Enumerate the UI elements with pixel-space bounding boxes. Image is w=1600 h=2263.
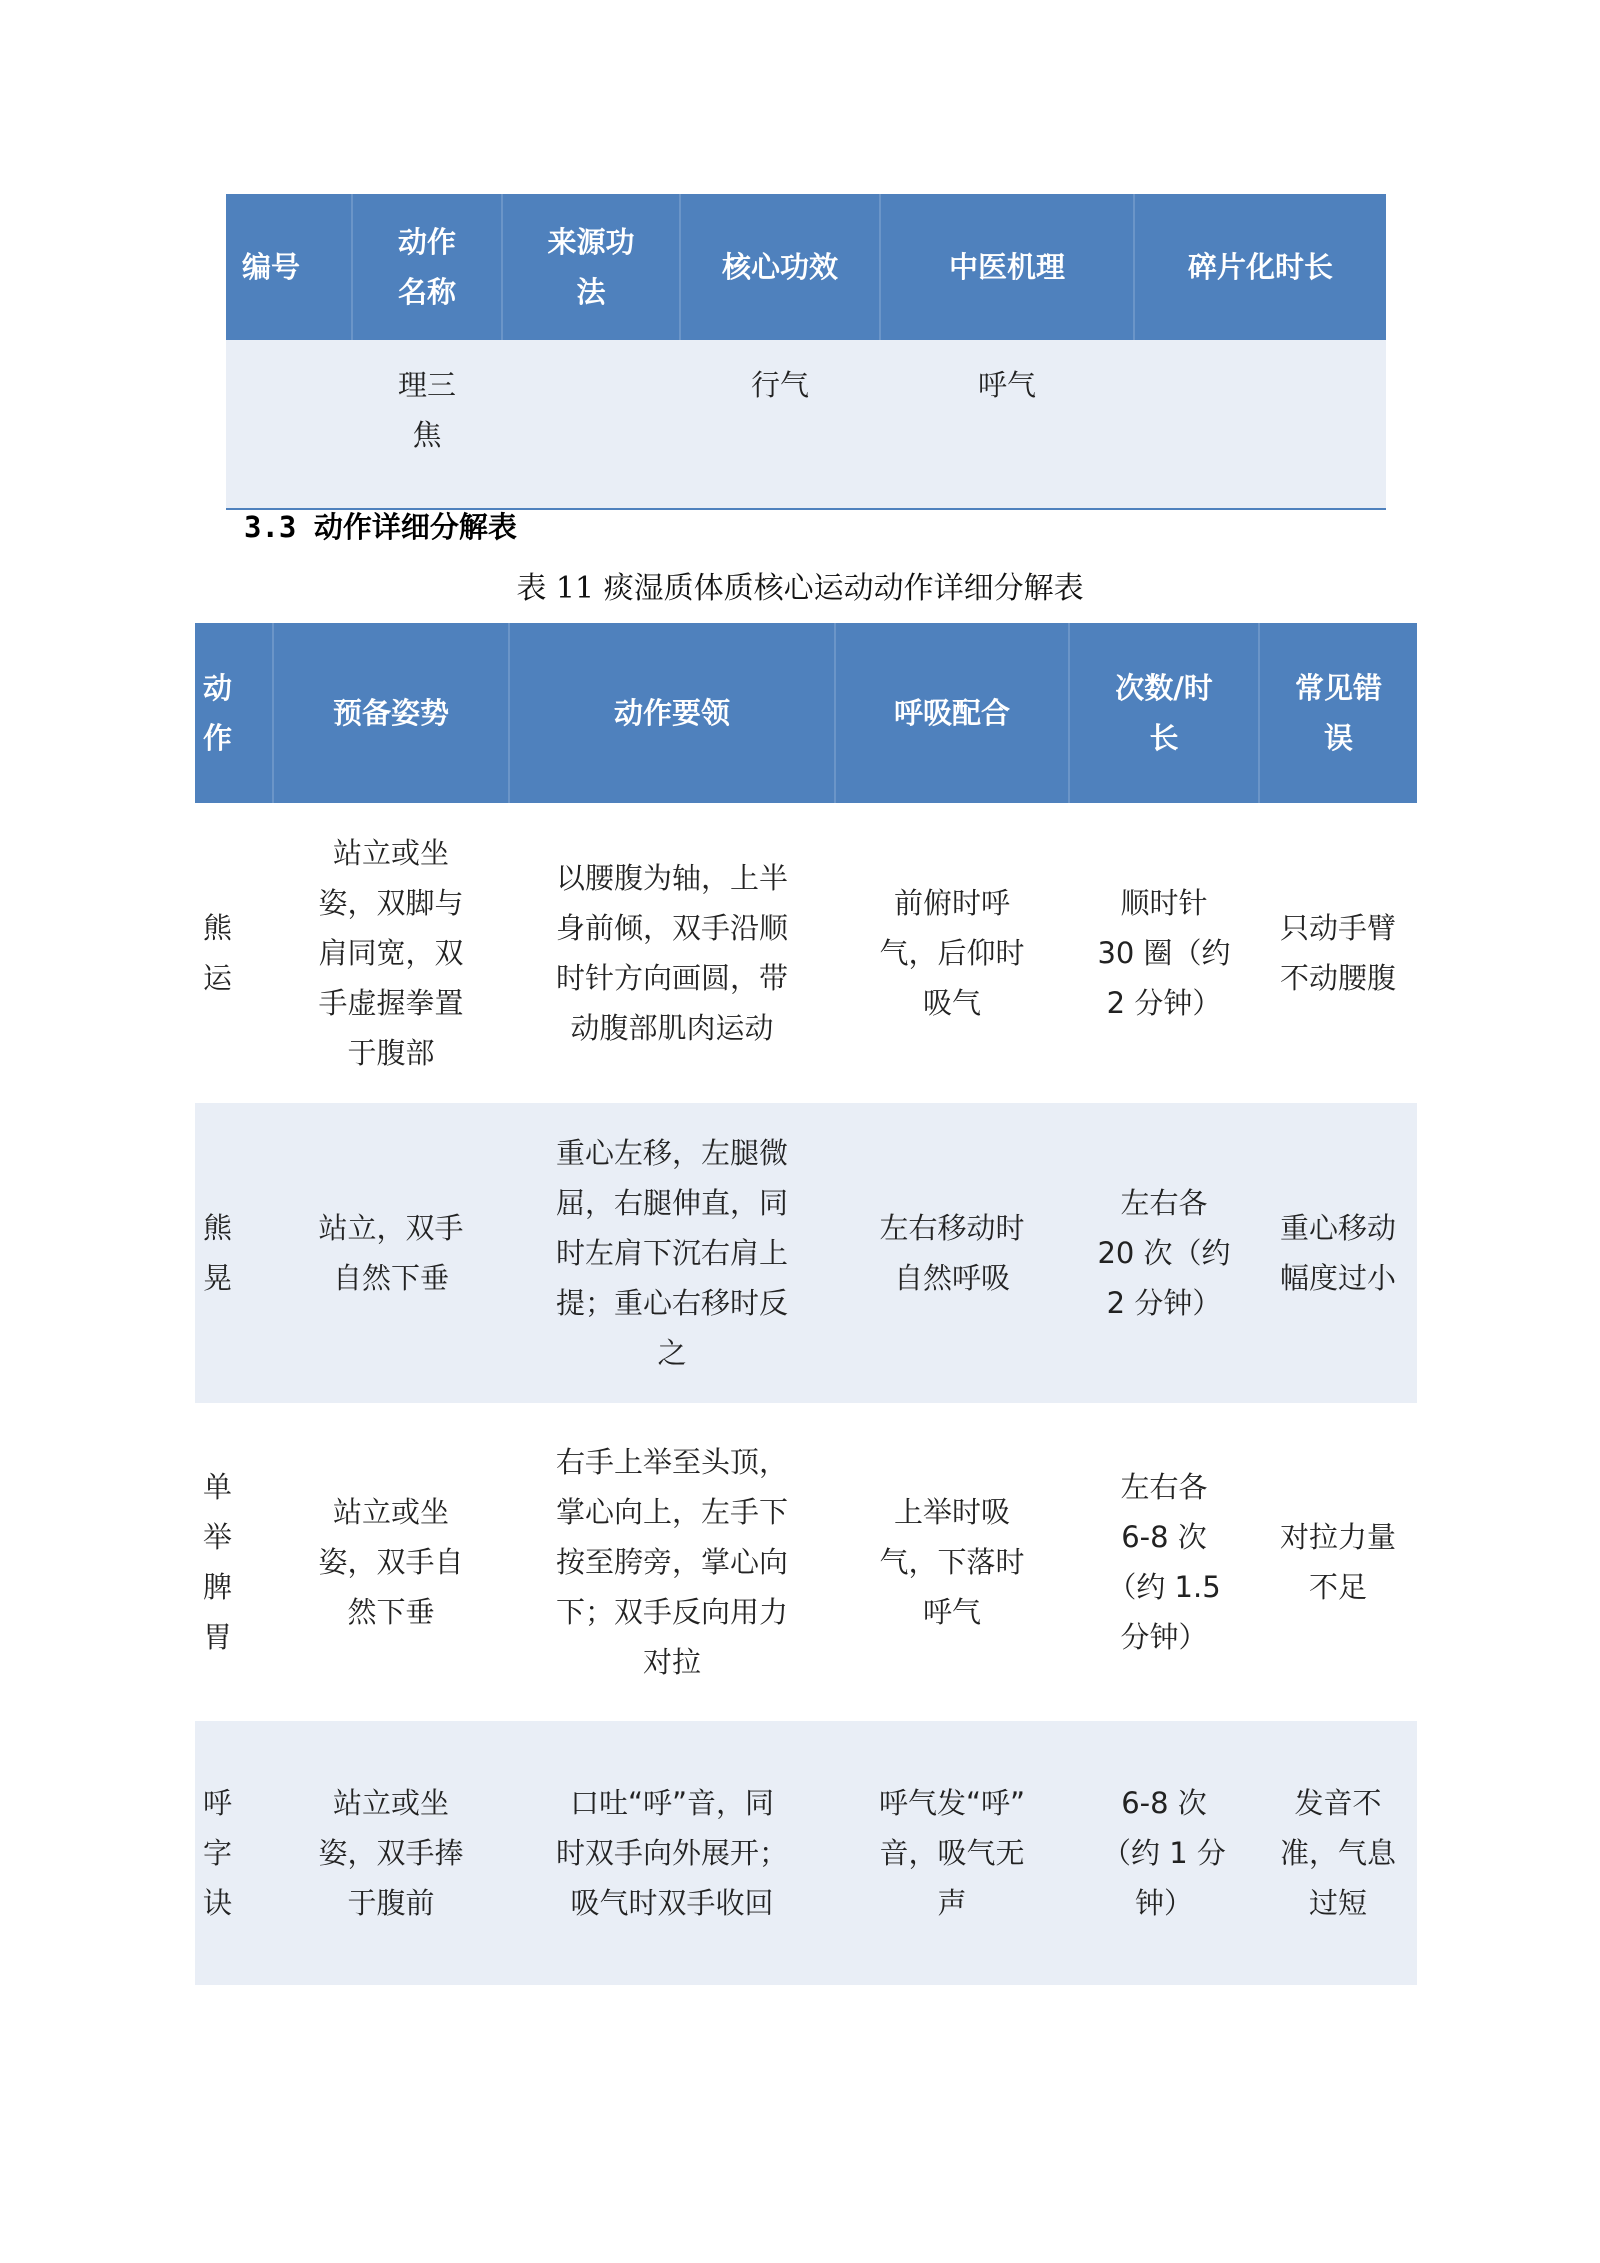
section-heading: 3.3 动作详细分解表 (244, 510, 517, 544)
preparation-cell: 站立或坐 姿，双手自 然下垂 (273, 1403, 509, 1721)
header-cell-key-points: 动作要领 (509, 623, 835, 803)
header-cell-source-method: 来源功 法 (502, 194, 680, 340)
action-name-cell: 熊 晃 (195, 1103, 273, 1403)
table-cell: 理三 焦 (352, 340, 502, 509)
breathing-cell: 前俯时呼 气，后仰时 吸气 (835, 803, 1069, 1103)
table-row (195, 1721, 1417, 1985)
table-cell (1134, 340, 1386, 509)
header-cell-core-effect: 核心功效 (680, 194, 880, 340)
count-duration-cell: 左右各 20 次（约 2 分钟） (1069, 1103, 1259, 1403)
header-cell-breathing: 呼吸配合 (835, 623, 1069, 803)
table-cell (502, 340, 680, 509)
header-row (226, 194, 1386, 340)
table-row (195, 1103, 1417, 1403)
key-points-cell: 重心左移，左腿微 屈，右腿伸直，同 时左肩下沉右肩上 提；重心右移时反 之 (509, 1103, 835, 1403)
common-errors-cell: 发音不 准，气息 过短 (1259, 1721, 1417, 1985)
breathing-cell: 左右移动时 自然呼吸 (835, 1103, 1069, 1403)
table-cell: 呼气 (880, 340, 1134, 509)
action-name-cell: 呼 字 诀 (195, 1721, 273, 1985)
count-duration-cell: 顺时针 30 圈（约 2 分钟） (1069, 803, 1259, 1103)
preparation-cell: 站立或坐 姿，双脚与 肩同宽，双 手虚握拳置 于腹部 (273, 803, 509, 1103)
action-name-cell: 熊 运 (195, 803, 273, 1103)
pre-table (226, 194, 1386, 510)
count-duration-cell: 左右各 6-8 次 （约 1.5 分钟） (1069, 1403, 1259, 1721)
preparation-cell: 站立或坐 姿，双手捧 于腹前 (273, 1721, 509, 1985)
breathing-cell: 上举时吸 气，下落时 呼气 (835, 1403, 1069, 1721)
table-row (195, 1403, 1417, 1721)
preparation-cell: 站立，双手 自然下垂 (273, 1103, 509, 1403)
key-points-cell: 口吐“呼”音，同 时双手向外展开； 吸气时双手收回 (509, 1721, 835, 1985)
action-breakdown-table (195, 623, 1417, 1985)
header-cell-count-duration: 次数/时 长 (1069, 623, 1259, 803)
header-cell-preparation: 预备姿势 (273, 623, 509, 803)
table-cell (226, 340, 352, 509)
common-errors-cell: 只动手臂 不动腰腹 (1259, 803, 1417, 1103)
header-cell-number: 编号 (226, 194, 352, 340)
action-name-cell: 单 举 脾 胃 (195, 1403, 273, 1721)
table-row (195, 803, 1417, 1103)
header-cell-action-name: 动作 名称 (352, 194, 502, 340)
count-duration-cell: 6-8 次 （约 1 分 钟） (1069, 1721, 1259, 1985)
breathing-cell: 呼气发“呼” 音，吸气无 声 (835, 1721, 1069, 1985)
key-points-cell: 以腰腹为轴，上半 身前倾，双手沿顺 时针方向画圆，带 动腹部肌肉运动 (509, 803, 835, 1103)
common-errors-cell: 重心移动 幅度过小 (1259, 1103, 1417, 1403)
header-cell-tcm-mechanism: 中医机理 (880, 194, 1134, 340)
common-errors-cell: 对拉力量 不足 (1259, 1403, 1417, 1721)
header-row (195, 623, 1417, 803)
header-cell-action: 动 作 (195, 623, 273, 803)
header-cell-fragmented-duration: 碎片化时长 (1134, 194, 1386, 340)
key-points-cell: 右手上举至头顶， 掌心向上，左手下 按至胯旁，掌心向 下；双手反向用力 对拉 (509, 1403, 835, 1721)
header-cell-common-errors: 常见错 误 (1259, 623, 1417, 803)
table-caption: 表 11 痰湿质体质核心运动动作详细分解表 (516, 571, 1084, 606)
table-cell: 行气 (680, 340, 880, 509)
table-row (226, 340, 1386, 509)
